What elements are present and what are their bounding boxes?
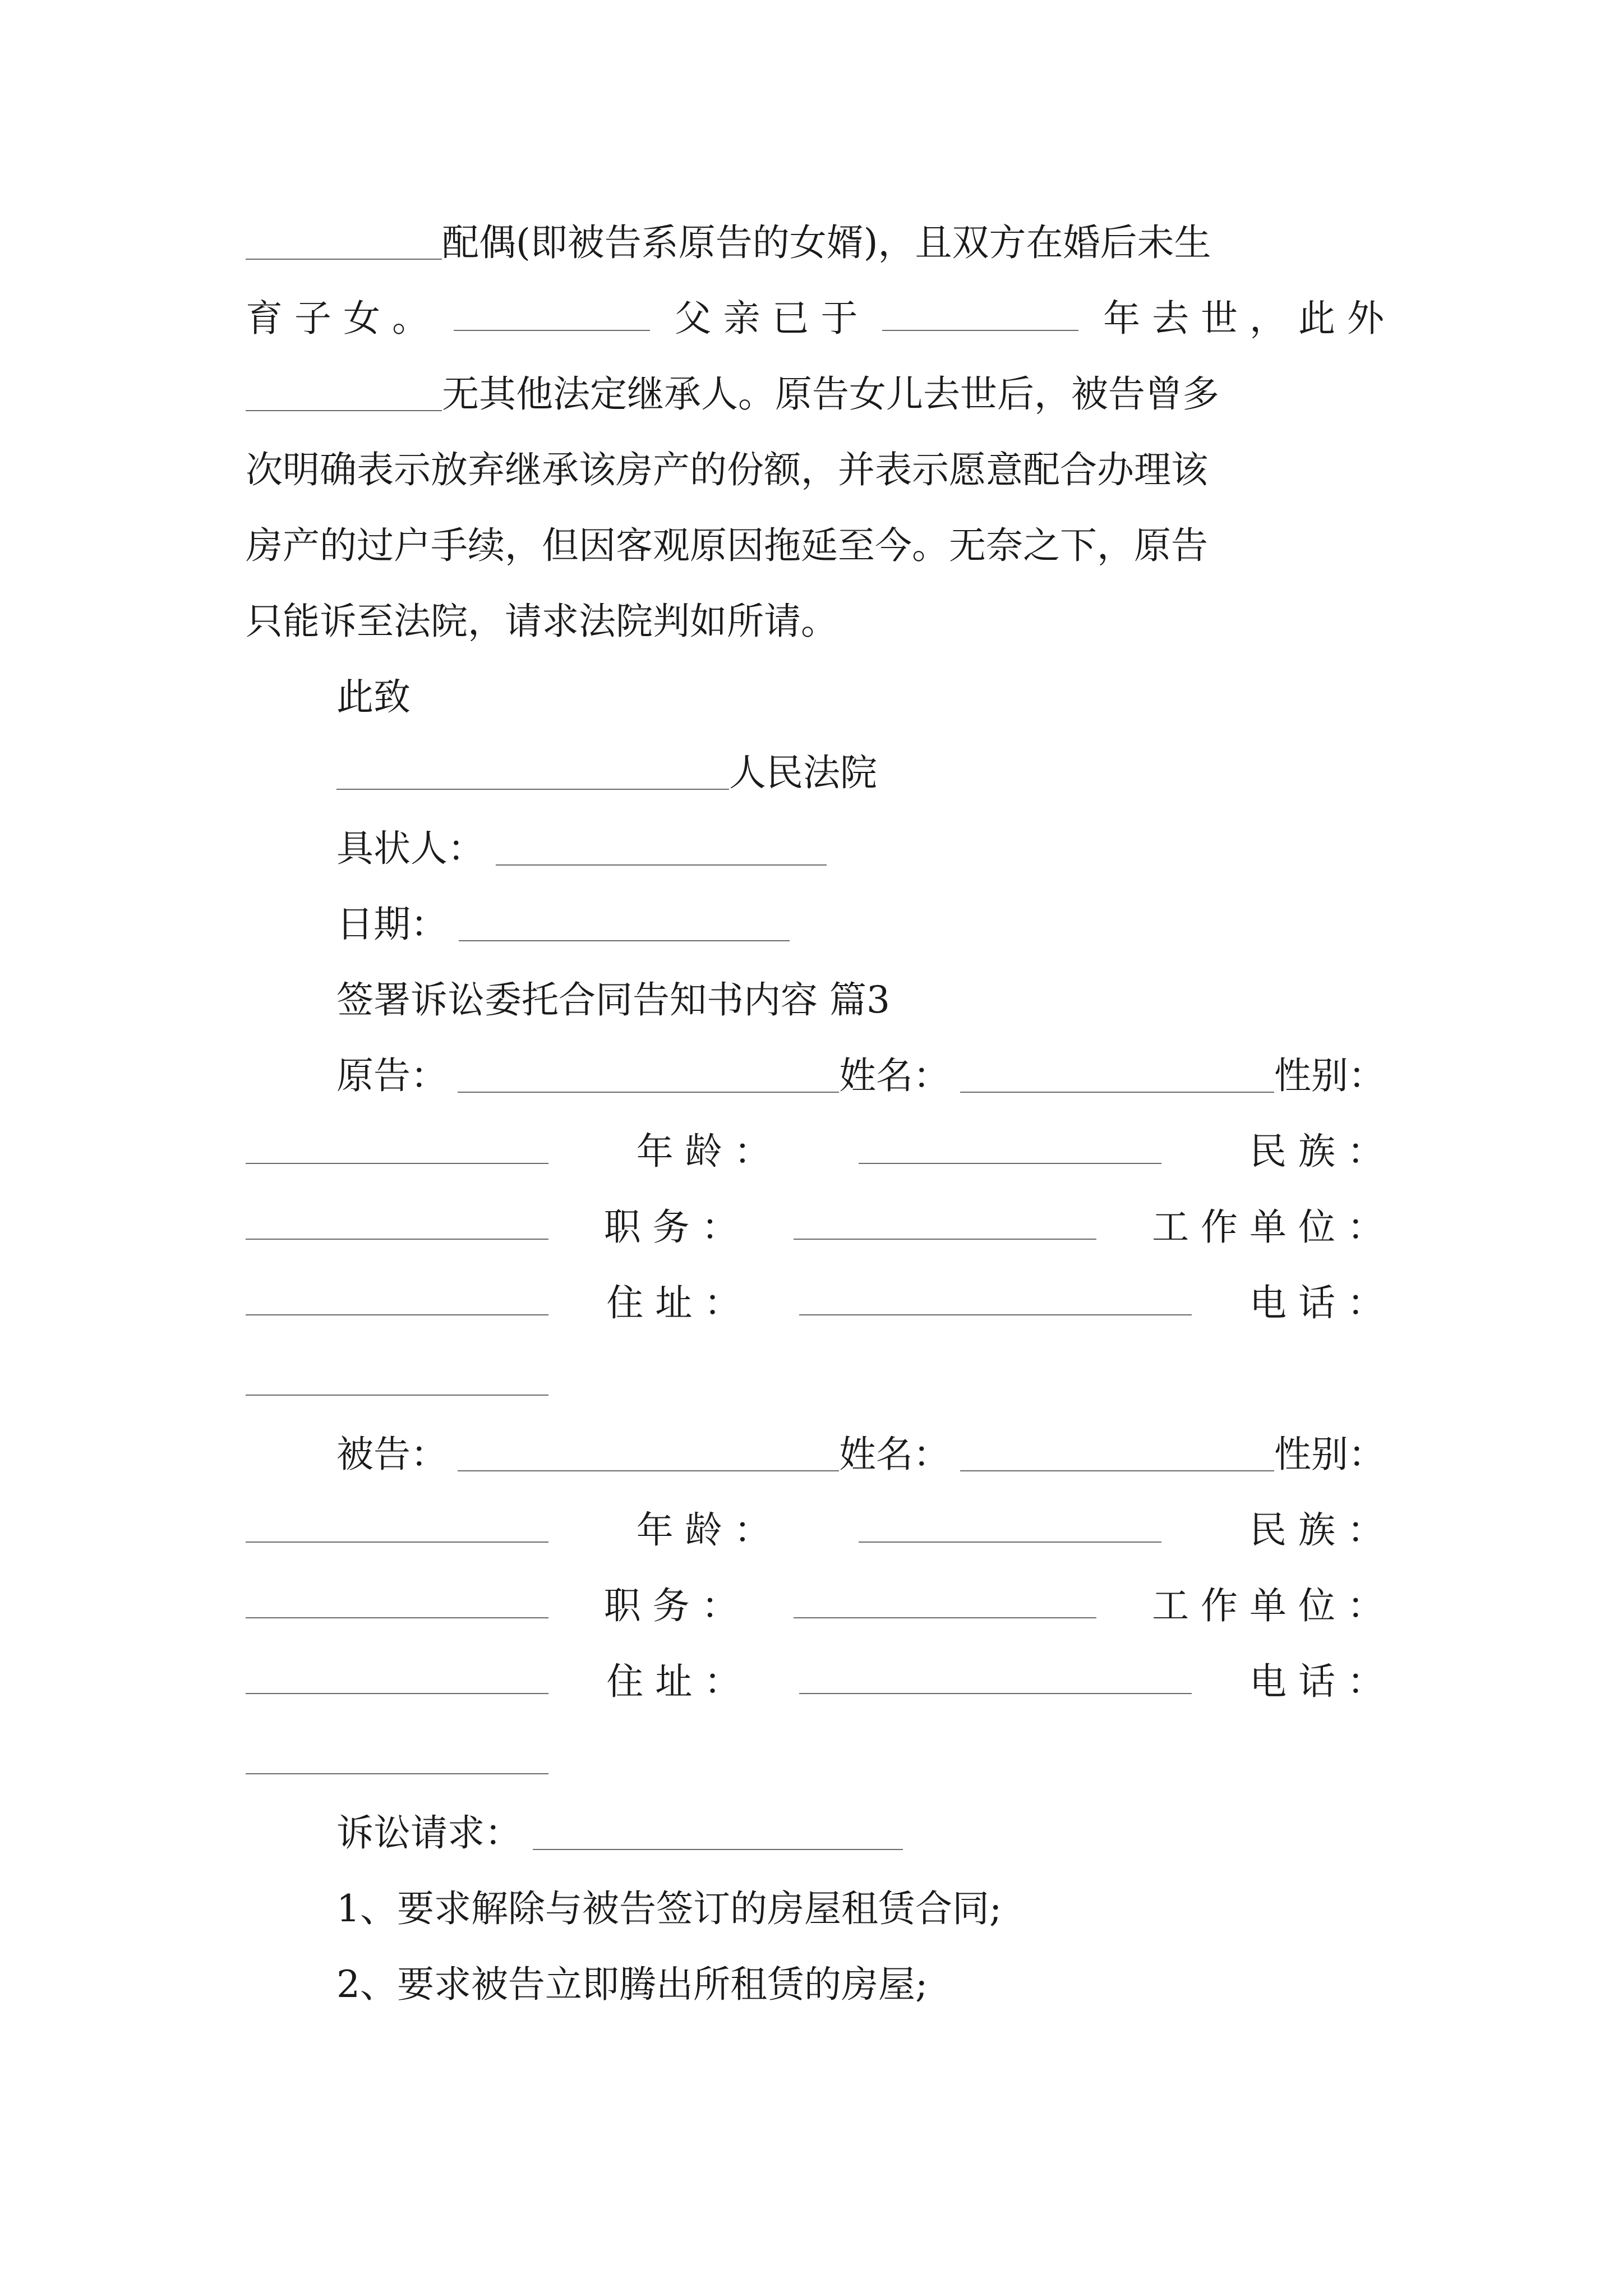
date-line bbox=[246, 886, 1475, 963]
plaintiff-line-4 bbox=[246, 1265, 1384, 1341]
address-field[interactable] bbox=[799, 1656, 1192, 1694]
age-label: 年 龄 ： bbox=[636, 1508, 771, 1552]
date-field[interactable] bbox=[459, 903, 790, 941]
ethnicity-field[interactable] bbox=[246, 1202, 548, 1240]
text: 年 去 世 ， 此 外 bbox=[1103, 297, 1384, 340]
employer-label: 工 作 单 位 ： bbox=[1152, 1584, 1384, 1627]
defendant-line-2 bbox=[246, 1492, 1384, 1568]
text: 无其他法定继承人。原告女儿去世后，被告曾多 bbox=[442, 372, 1219, 416]
court-name-field[interactable] bbox=[336, 752, 729, 790]
plaintiff-line-5 bbox=[246, 1341, 1384, 1417]
name-label: 姓名： bbox=[839, 1433, 950, 1476]
ethnicity-label: 民 族 ： bbox=[1249, 1130, 1384, 1173]
age-field[interactable] bbox=[859, 1504, 1161, 1543]
employer-field[interactable] bbox=[246, 1656, 548, 1694]
text: 育 子 女 。 bbox=[246, 297, 429, 340]
name-label: 姓名： bbox=[839, 1054, 950, 1097]
defendant-role-label: 被告： bbox=[336, 1433, 448, 1476]
phone-field[interactable] bbox=[246, 1736, 548, 1774]
text: 父 亲 已 于 bbox=[674, 297, 858, 340]
paragraph-line-1 bbox=[246, 205, 1384, 281]
plaintiff-line-3 bbox=[246, 1189, 1384, 1266]
blank-field[interactable] bbox=[246, 373, 442, 411]
gender-field[interactable] bbox=[246, 1504, 548, 1543]
employer-field[interactable] bbox=[246, 1277, 548, 1315]
position-label: 职 务 ： bbox=[603, 1584, 739, 1627]
signer-label: 具状人： bbox=[336, 827, 485, 870]
section-title: 签署诉讼委托合同告知书内容 篇3 bbox=[336, 978, 890, 1022]
claims-field[interactable] bbox=[533, 1812, 903, 1850]
name-field[interactable] bbox=[960, 1055, 1274, 1093]
gender-field[interactable] bbox=[246, 1126, 548, 1164]
court-label: 人民法院 bbox=[729, 751, 877, 794]
claim-item: 2、要求被告立即腾出所租赁的房屋; bbox=[336, 1963, 928, 2006]
ethnicity-label: 民 族 ： bbox=[1249, 1508, 1384, 1552]
defendant-line-1 bbox=[246, 1416, 1497, 1493]
address-label: 住 址 ： bbox=[606, 1281, 741, 1324]
address-field[interactable] bbox=[799, 1277, 1192, 1315]
plaintiff-role-label: 原告： bbox=[336, 1054, 448, 1097]
phone-label: 电 话 ： bbox=[1249, 1281, 1384, 1324]
paragraph-line-4: 次明确表示放弃继承该房产的份额，并表示愿意配合办理该 bbox=[246, 448, 1208, 491]
phone-label: 电 话 ： bbox=[1249, 1660, 1384, 1703]
ethnicity-field[interactable] bbox=[246, 1580, 548, 1618]
defendant-field[interactable] bbox=[458, 1433, 839, 1471]
claims-label: 诉讼请求： bbox=[336, 1811, 522, 1855]
position-field[interactable] bbox=[794, 1202, 1096, 1240]
address-label: 住 址 ： bbox=[606, 1660, 741, 1703]
defendant-line-4 bbox=[246, 1644, 1384, 1720]
defendant-line-5 bbox=[246, 1719, 1384, 1796]
claim-item: 1、要求解除与被告签订的房屋租赁合同; bbox=[336, 1887, 1002, 1930]
plaintiff-line-1 bbox=[246, 1038, 1497, 1114]
employer-label: 工 作 单 位 ： bbox=[1152, 1205, 1384, 1249]
closing-greeting: 此致 bbox=[336, 675, 411, 719]
plaintiff-line-2 bbox=[246, 1114, 1384, 1190]
paragraph-line-2 bbox=[246, 280, 1384, 357]
age-label: 年 龄 ： bbox=[636, 1130, 771, 1173]
position-label: 职 务 ： bbox=[603, 1205, 739, 1249]
signer-line bbox=[246, 811, 1475, 887]
gender-label: 性别： bbox=[1274, 1054, 1385, 1097]
plaintiff-field[interactable] bbox=[458, 1055, 839, 1093]
blank-field[interactable] bbox=[246, 222, 442, 260]
paragraph-line-6: 只能诉至法院，请求法院判如所请。 bbox=[246, 600, 838, 643]
defendant-line-3 bbox=[246, 1568, 1384, 1644]
age-field[interactable] bbox=[859, 1126, 1161, 1164]
name-field[interactable] bbox=[960, 1433, 1274, 1471]
signer-field[interactable] bbox=[496, 827, 827, 866]
blank-field[interactable] bbox=[454, 293, 650, 331]
phone-field[interactable] bbox=[246, 1358, 548, 1396]
text: 配偶(即被告系原告的女婿)，且双方在婚后未生 bbox=[442, 221, 1211, 264]
paragraph-line-3 bbox=[246, 356, 1384, 432]
gender-label: 性别： bbox=[1274, 1433, 1385, 1476]
closing-court-line bbox=[246, 735, 1475, 811]
claims-line bbox=[246, 1795, 1475, 1871]
paragraph-line-5: 房产的过户手续，但因客观原因拖延至今。无奈之下，原告 bbox=[246, 524, 1208, 567]
blank-field[interactable] bbox=[882, 293, 1078, 331]
position-field[interactable] bbox=[794, 1580, 1096, 1618]
date-label: 日期： bbox=[336, 903, 448, 946]
